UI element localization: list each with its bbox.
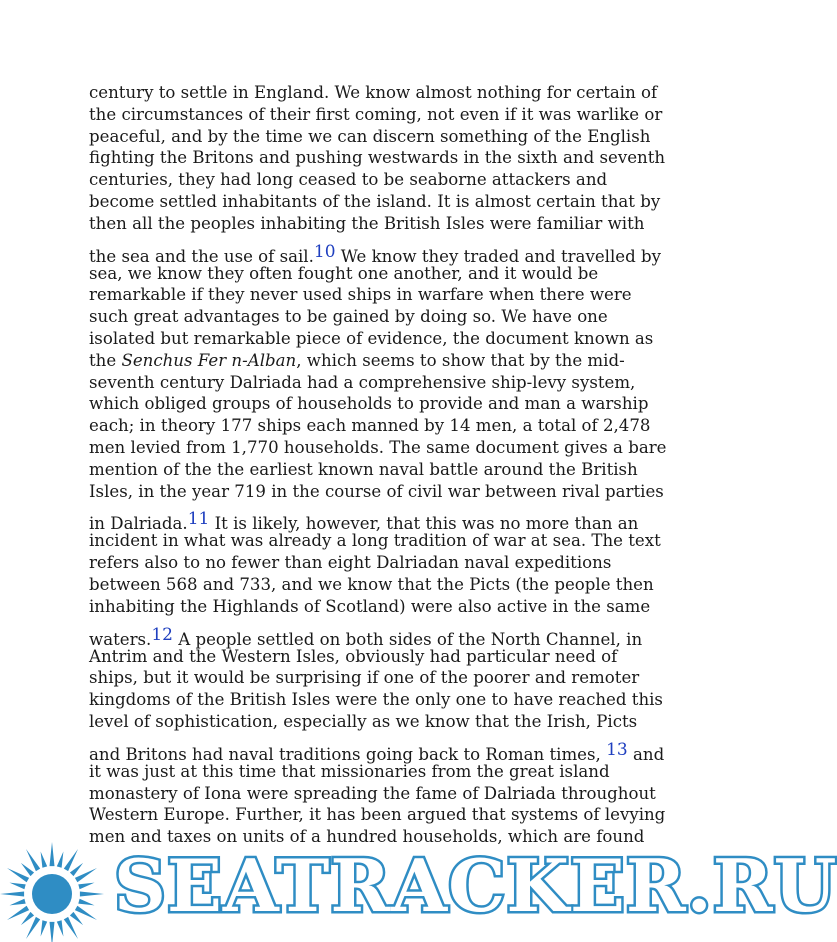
text-line	[89, 502, 649, 534]
text-line	[89, 618, 649, 649]
text-line: Western Europe. Further, it has been argued that systems of levying	[89, 805, 666, 825]
text-line: men levied from 1,770 households. The same document gives a bare	[89, 437, 667, 457]
text-line: become settled inhabitants of the island. It is almost certain that by	[89, 191, 661, 211]
text-run: the	[89, 350, 122, 370]
text-run: and Britons had naval traditions going back to Roman times,	[89, 744, 607, 764]
text-line: incident in what was already a long tradition of war at sea. The text	[89, 531, 661, 551]
text-line: mention of the the earliest known naval battle around the British	[89, 459, 638, 479]
footnote-ref-10[interactable]: 10	[313, 241, 336, 262]
text-line: then all the peoples inhabiting the British Isles were familiar with	[89, 213, 645, 233]
text-run: in Dalriada.	[89, 514, 188, 534]
text-line: Antrim and the Western Isles, obviously had particular need of	[89, 646, 618, 666]
text-line: it was just at this time that missionaries from the great island	[89, 761, 610, 781]
text-line: ships, but it would be surprising if one of the poorer and remoter	[89, 668, 640, 688]
text-line: century to settle in England. We know almost nothing for certain of	[89, 83, 658, 102]
text-line: between 568 and 733, and we know that the Picts (the people then	[89, 574, 654, 594]
text-line: the circumstances of their first coming, not even if it was warlike or	[89, 104, 663, 124]
text-line	[89, 733, 665, 764]
text-line: Isles, in the year 719 in the course of civil war between rival parties	[89, 481, 664, 501]
text-line: isolated but remarkable piece of evidence, the document known as	[89, 328, 654, 348]
text-line	[89, 235, 661, 266]
text-line: refers also to no fewer than eight Dalriadan naval expeditions	[89, 553, 612, 573]
text-line: such great advantages to be gained by doing so. We have one	[89, 307, 608, 327]
text-line: which obliged groups of households to provide and man a warship	[89, 394, 649, 414]
text-run: and	[627, 744, 665, 764]
text-line: inhabiting the Highlands of Scotland) were also active in the same	[89, 596, 651, 616]
text-line	[89, 350, 649, 372]
text-run: waters.	[89, 629, 152, 649]
text-line: monastery of Iona were spreading the fame of Dalriada throughout	[89, 783, 656, 803]
text-run: We know they traded and travelled by	[335, 246, 661, 266]
text-line: level of sophistication, especially as we know that the Irish, Picts	[89, 711, 638, 731]
text-line: seventh century Dalriada had a comprehensive ship-levy system,	[89, 372, 636, 392]
text-run: It is likely, however, that this was no more than an	[209, 514, 639, 534]
footnote-ref-13[interactable]: 13	[606, 739, 628, 760]
body-paragraph	[89, 82, 667, 848]
text-run: , which seems to show that by the mid-	[296, 350, 625, 370]
watermark	[0, 828, 837, 942]
text-run: A people settled on both sides of the North Channel, in	[172, 629, 643, 649]
text-line: sea, we know they often fought one another, and it would be	[89, 263, 599, 283]
text-line: remarkable if they never used ships in warfare when there were	[89, 285, 632, 305]
text-line: kingdoms of the British Isles were the only one to have reached this	[89, 690, 663, 710]
text-line: peaceful, and by the time we can discern something of the English	[89, 126, 651, 146]
text-line: men and taxes on units of a hundred households, which are found	[89, 827, 645, 847]
sun-icon	[0, 836, 110, 942]
footnote-ref-12[interactable]: 12	[151, 624, 173, 645]
text-run: the sea and the use of sail.	[89, 246, 314, 266]
watermark-text: SEATRACKER.RU	[114, 843, 837, 928]
text-line: fighting the Britons and pushing westwards in the sixth and seventh	[89, 148, 666, 168]
footnote-ref-11[interactable]: 11	[187, 509, 210, 530]
text-line: each; in theory 177 ships each manned by 14 men, a total of 2,478	[89, 416, 651, 436]
document-title-italic: Senchus Fer n-Alban	[121, 350, 297, 370]
text-line: centuries, they had long ceased to be seaborne attackers and	[89, 170, 608, 190]
